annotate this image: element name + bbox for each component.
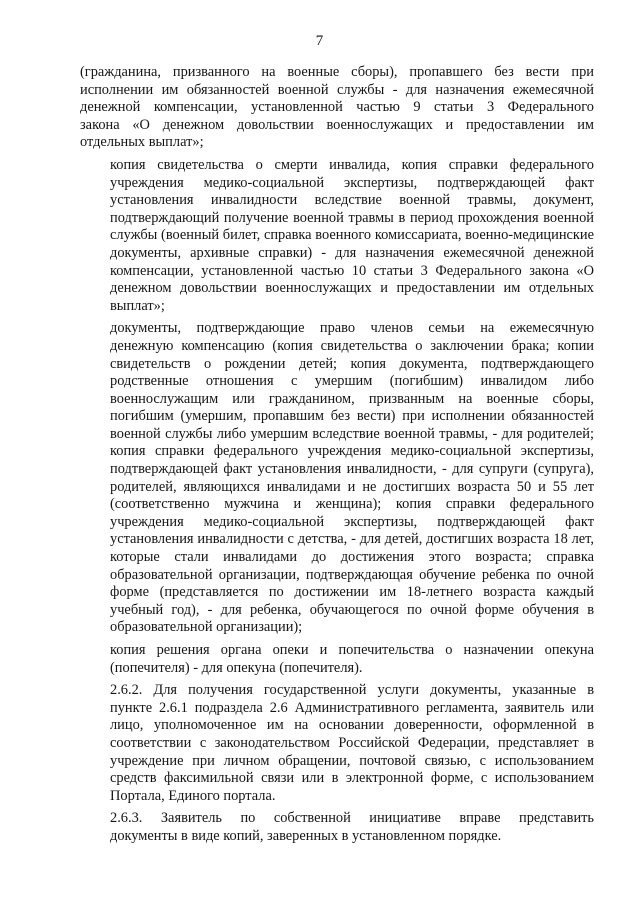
text-line: Портала, Единого портала. bbox=[110, 787, 276, 804]
text-line: учреждения медико-социальной экспертизы, подтверждающей факт bbox=[110, 174, 594, 191]
text-line: компенсации, установленной частью 10 статьи 3 Федерального закона «О bbox=[110, 262, 594, 279]
text-line: образовательной организации, подтверждающая обучение ребенка по очной bbox=[110, 566, 594, 583]
text-line: учреждения медико-социальной экспертизы, подтверждающей факт bbox=[110, 513, 594, 530]
text-line: документы, подтверждающие право членов семьи на ежемесячную bbox=[110, 320, 594, 337]
text-line: подтверждающий получение военной травмы в период прохождения военной bbox=[110, 209, 594, 226]
text-line: 2.6.2. Для получения государственной услуги документы, указанные в bbox=[110, 682, 594, 699]
text-line: форме (представляется по достижении им 18-летнего возраста каждый bbox=[110, 584, 594, 601]
text-line: которые стали инвалидами до достижения этого возраста; справка bbox=[110, 549, 594, 566]
text-line: учебный год), - для ребенка, обучающегося по очной форме обучения в bbox=[110, 601, 594, 618]
text-line: пункте 2.6.1 подраздела 2.6 Административного регламента, заявитель или bbox=[110, 699, 594, 716]
text-line: военнослужащим или гражданином, призванным на военные сборы, bbox=[110, 390, 594, 407]
text-line: денежную компенсацию (копия свидетельства о заключении брака; копии bbox=[110, 337, 594, 354]
text-line: копия справки федерального учреждения медико-социальной экспертизы, bbox=[110, 443, 594, 460]
text-line: копия решения органа опеки и попечительства о назначении опекуна bbox=[110, 642, 594, 658]
text-line: установления инвалидности вследствие военной травмы, документ, bbox=[110, 192, 594, 209]
text-line: денежном довольствии военнослужащих и предоставлении им отдельных bbox=[110, 280, 594, 297]
text-line: погибшим (умершим, пропавшим без вести) при исполнении обязанностей bbox=[110, 408, 594, 425]
paragraph bbox=[80, 64, 594, 152]
text-line: свидетельств о рождении детей; копия документа, подтверждающего bbox=[110, 355, 594, 372]
page-number: 7 bbox=[315, 33, 324, 49]
text-line: службы (военный билет, справка военного комиссариата, военно-медицинские bbox=[110, 227, 594, 244]
paragraph bbox=[80, 682, 594, 805]
text-line: учреждение при личном обращении, почтовой связью, с использованием bbox=[110, 752, 594, 769]
paragraph bbox=[80, 642, 594, 677]
text-line: денежной компенсации, установленной частью 9 статьи 3 Федерального bbox=[80, 99, 594, 116]
text-line: отдельных выплат»; bbox=[80, 134, 204, 151]
text-line: выплат»; bbox=[110, 297, 165, 314]
text-line: установления инвалидности с детства, - для детей, достигших возраста 18 лет, bbox=[110, 531, 594, 548]
text-line: 2.6.3. Заявитель по собственной инициативе вправе представить bbox=[110, 810, 594, 827]
text-line: (соответственно мужчина и женщина); копия справки федерального bbox=[110, 496, 594, 513]
text-line: копия свидетельства о смерти инвалида, копия справки федерального bbox=[110, 156, 594, 173]
text-line: лицо, уполномоченное им на основании доверенности, оформленной в bbox=[110, 717, 594, 734]
text-line: родителей, являющихся инвалидами и не достигших возраста 50 и 55 лет bbox=[110, 478, 594, 495]
text-line: родственные отношения с умершим (погибшим) инвалидом либо bbox=[110, 373, 594, 390]
text-line: закона «О денежном довольствии военнослужащих и предоставлении им bbox=[80, 116, 594, 133]
text-line: средств факсимильной связи или в электронной форме, с использованием bbox=[110, 770, 594, 787]
text-line: (гражданина, призванного на военные сборы), пропавшего без вести при bbox=[80, 64, 594, 80]
text-line: исполнении им обязанностей военной службы - для назначения ежемесячной bbox=[80, 81, 594, 98]
text-line: (попечителя) - для опекуна (попечителя). bbox=[110, 659, 363, 676]
text-line: документы, архивные справки) - для назначения ежемесячной денежной bbox=[110, 244, 594, 261]
paragraph bbox=[80, 157, 594, 315]
paragraph bbox=[80, 810, 594, 845]
text-line: образовательной организации); bbox=[110, 619, 303, 636]
text-line: подтверждающей факт установления инвалидности, - для супруги (супруга), bbox=[110, 461, 594, 478]
text-line: военной службы либо умершим вследствие военной травмы, - для родителей; bbox=[110, 425, 594, 442]
document-body bbox=[80, 64, 594, 846]
text-line: документы в виде копий, заверенных в установленном порядке. bbox=[110, 827, 502, 844]
paragraph bbox=[80, 320, 594, 637]
text-line: соответствии с законодательством Российской Федерации, представляет в bbox=[110, 734, 594, 751]
